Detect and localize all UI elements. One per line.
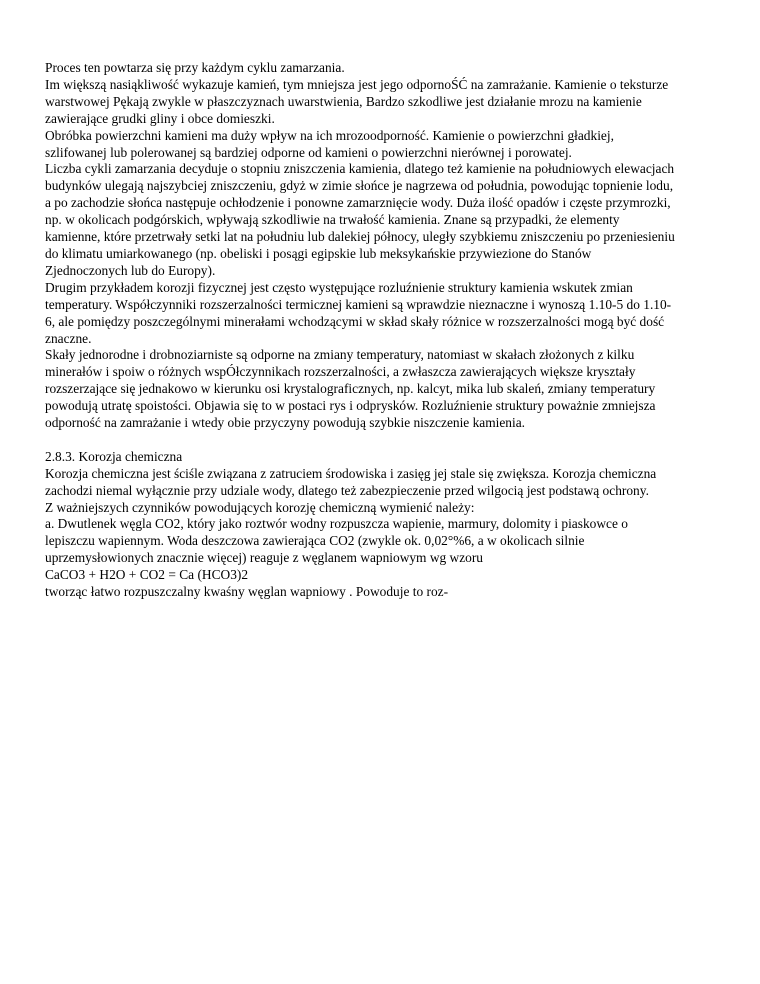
paragraph-factors-intro: Z ważniejszych czynników powodujących korozję chemiczną wymienić należy: [45, 499, 475, 515]
paragraph-cycle-repeat: Proces ten powtarza się przy każdym cyklu zamarzania. [45, 60, 345, 75]
paragraph-chemical-corrosion: Korozja chemiczna jest ściśle związana z zatruciem środowiska i zasięg jej stale się zwiększa. Korozja chemiczna zachodzi niemal wyłącznie przy udziale wody, dlatego też zabezpieczenie przed wilgocią jest podstawą ochrony. [45, 465, 657, 498]
chemical-formula: CaCO3 + H2O + CO2 = Ca (HCO3)2 [45, 567, 249, 583]
paragraph-thermal-expansion: Drugim przykładem korozji fizycznej jest często występujące rozluźnienie struktury kamienia wskutek zmian temperatury. Współczynniki rozszerzalności termicznej kamieni są wprawdzie nieznaczne i wynoszą 1.10-5 do 1.10-6, ale pomiędzy poszczególnymi minerałami wchodzącymi w skład skały różnice w rozszerzalności mogą być dość znaczne. [45, 279, 672, 346]
document-page [45, 60, 677, 601]
paragraph-continuation: tworząc łatwo rozpuszczalny kwaśny węglan wapniowy . Powoduje to roz- [45, 584, 449, 600]
paragraph-gap [45, 432, 677, 449]
section-heading: 2.8.3. Korozja chemiczna [45, 448, 183, 464]
paragraph-surface-treatment: Obróbka powierzchni kamieni ma duży wpływ na ich mrozoodporność. Kamienie o powierzchni gładkiej, szlifowanej lub polerowanej są bardziej odporne od kamieni o powierzchni nierównej i porowatej. [45, 127, 614, 160]
paragraph-absorbency: Im większą nasiąkliwość wykazuje kamień, tym mniejsza jest jego odpornoŚĆ na zamrażanie. Kamienie o teksturze warstwowej Pękają zwykle w płaszczyznach uwarstwienia, Bardzo szkodliwe jest działanie mrozu na kamienie zawierające grudki gliny i obce domieszki. [45, 76, 669, 126]
paragraph-carbon-dioxide: a. Dwutlenek węgla CO2, który jako roztwór wodny rozpuszcza wapienie, marmury, dolomity i piaskowce o lepiszczu wapiennym. Woda deszczowa zawierająca CO2 (zwykle ok. 0,02°%6, a w okolicach silnie uprzemysłowionych znacznie więcej) reaguje z węglanem wapniowym wg wzoru [45, 516, 628, 566]
paragraph-rock-structure: Skały jednorodne i drobnoziarniste są odporne na zmiany temperatury, natomiast w skałach złożonych z kilku minerałów i spoiw o różnych wspÓłczynnikach rozszerzalności, a zwłaszcza zawierających większe kryształy rozszerzające się jednakowo w kierunku osi krystalograficznych, np. kalcyt, mika lub skaleń, zmiany temperatury powodują utratę spoistości. Objawia się to w postaci rys i odprysków. Rozluźnienie struktury poważnie zmniejsza odporność na zamrażanie i wtedy obie przyczyny powodują szybkie niszczenie kamienia. [45, 347, 656, 431]
paragraph-freeze-cycles: Liczba cykli zamarzania decyduje o stopniu zniszczenia kamienia, dlatego też kamienie na południowych elewacjach budynków ulegają najszybciej zniszczeniu, gdyż w zimie słońce je nagrzewa od południa, powodując topnienie lodu, a po zachodzie słońca następuje ochłodzenie i ponowne zamarznięcie wody. Duża ilość opadów i częste przymrozki, np. w okolicach podgórskich, wpływają szkodliwie na trwałość kamienia. Znane są przypadki, że elementy kamienne, które przetrwały setki lat na południu lub dalekiej północy, uległy szybkiemu zniszczeniu po przeniesieniu do klimatu umiarkowanego (np. obeliski i posągi egipskie lub meksykańskie przywiezione do Stanów Zjednoczonych lub do Europy). [45, 161, 675, 278]
